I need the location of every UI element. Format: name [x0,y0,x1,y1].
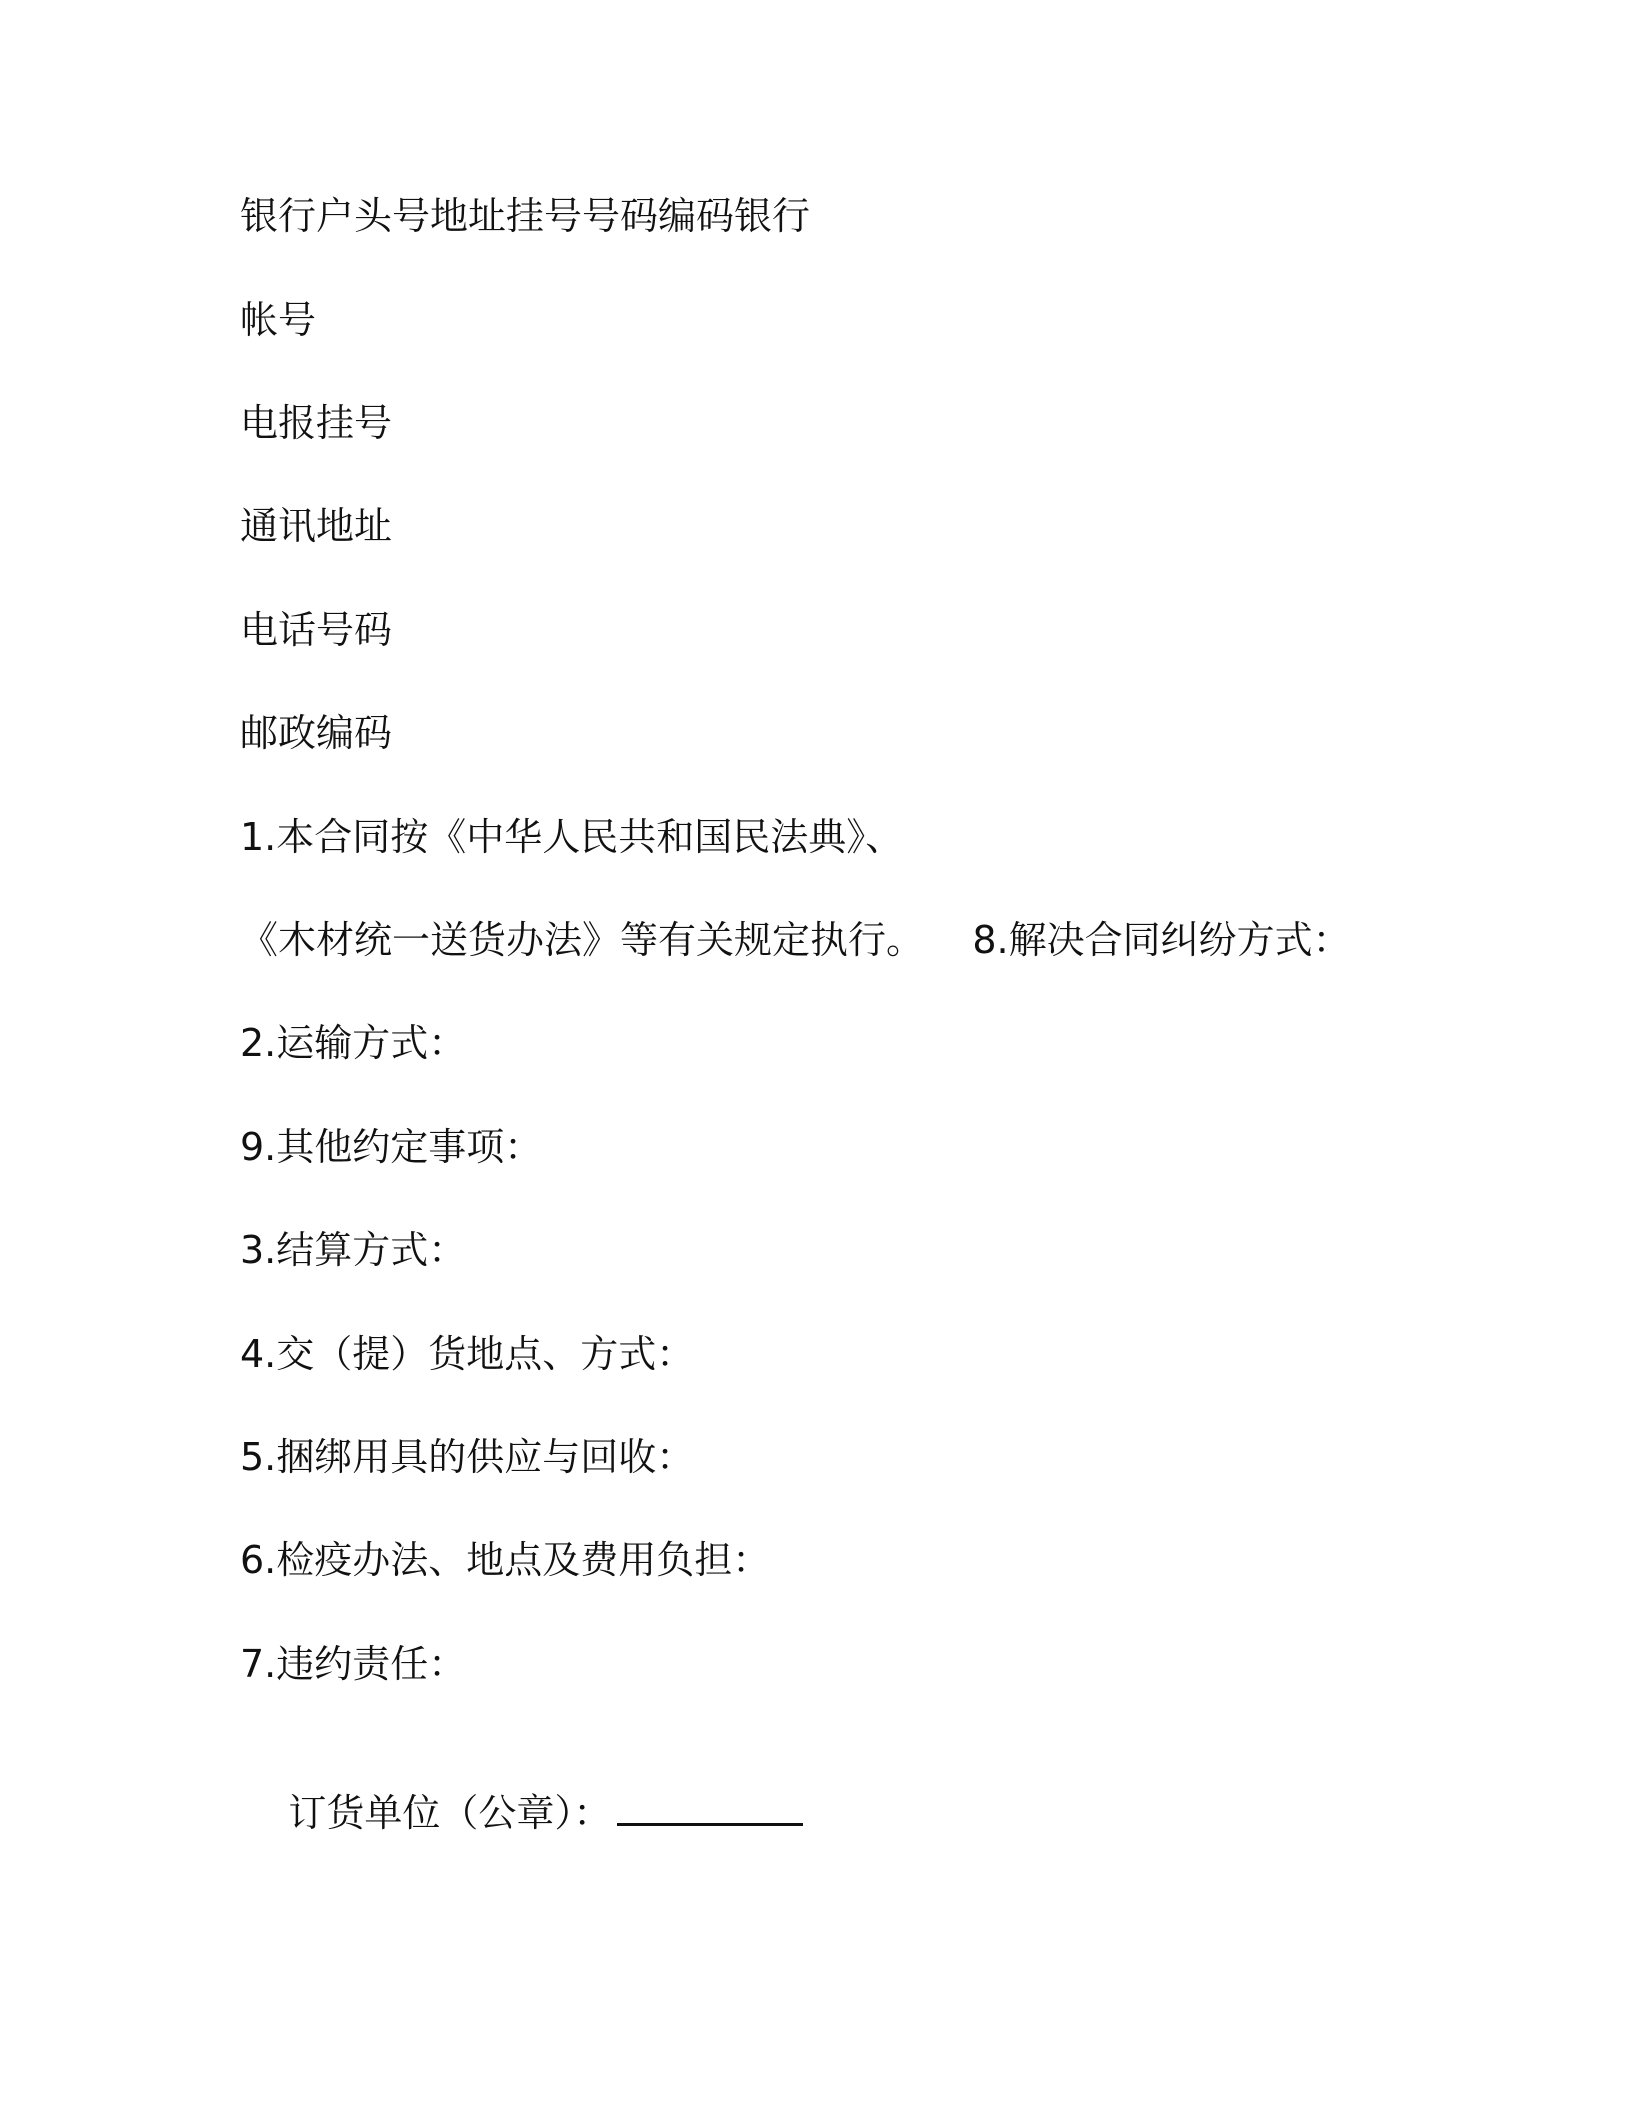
postal-code-label: 邮政编码 [240,711,393,755]
clause-4: 4.交（提）货地点、方式： [240,1332,695,1376]
account-number-label: 帐号 [240,298,317,342]
clause-1-line-2: 《木材统一送货办法》等有关规定执行。 8.解决合同纠纷方式： [240,918,1351,962]
telegraph-label: 电报挂号 [240,401,393,445]
clause-5: 5.捆绑用具的供应与回收： [240,1435,695,1479]
signature-line [240,1745,803,1879]
clause-7: 7.违约责任： [240,1642,467,1686]
signature-label: 订货单位（公章）： [288,1791,612,1835]
clause-6: 6.检疫办法、地点及费用负担： [240,1538,771,1582]
clause-1-line-1: 1.本合同按《中华人民共和国民法典》、 [240,815,904,859]
bank-info-heading: 银行户头号地址挂号号码编码银行 [240,194,811,238]
mailing-address-label: 通讯地址 [240,504,393,548]
signature-blank[interactable] [617,1789,803,1826]
clause-3: 3.结算方式： [240,1228,467,1272]
phone-number-label: 电话号码 [240,608,393,652]
clause-2: 2.运输方式： [240,1021,467,1065]
clause-9: 9.其他约定事项： [240,1125,543,1169]
